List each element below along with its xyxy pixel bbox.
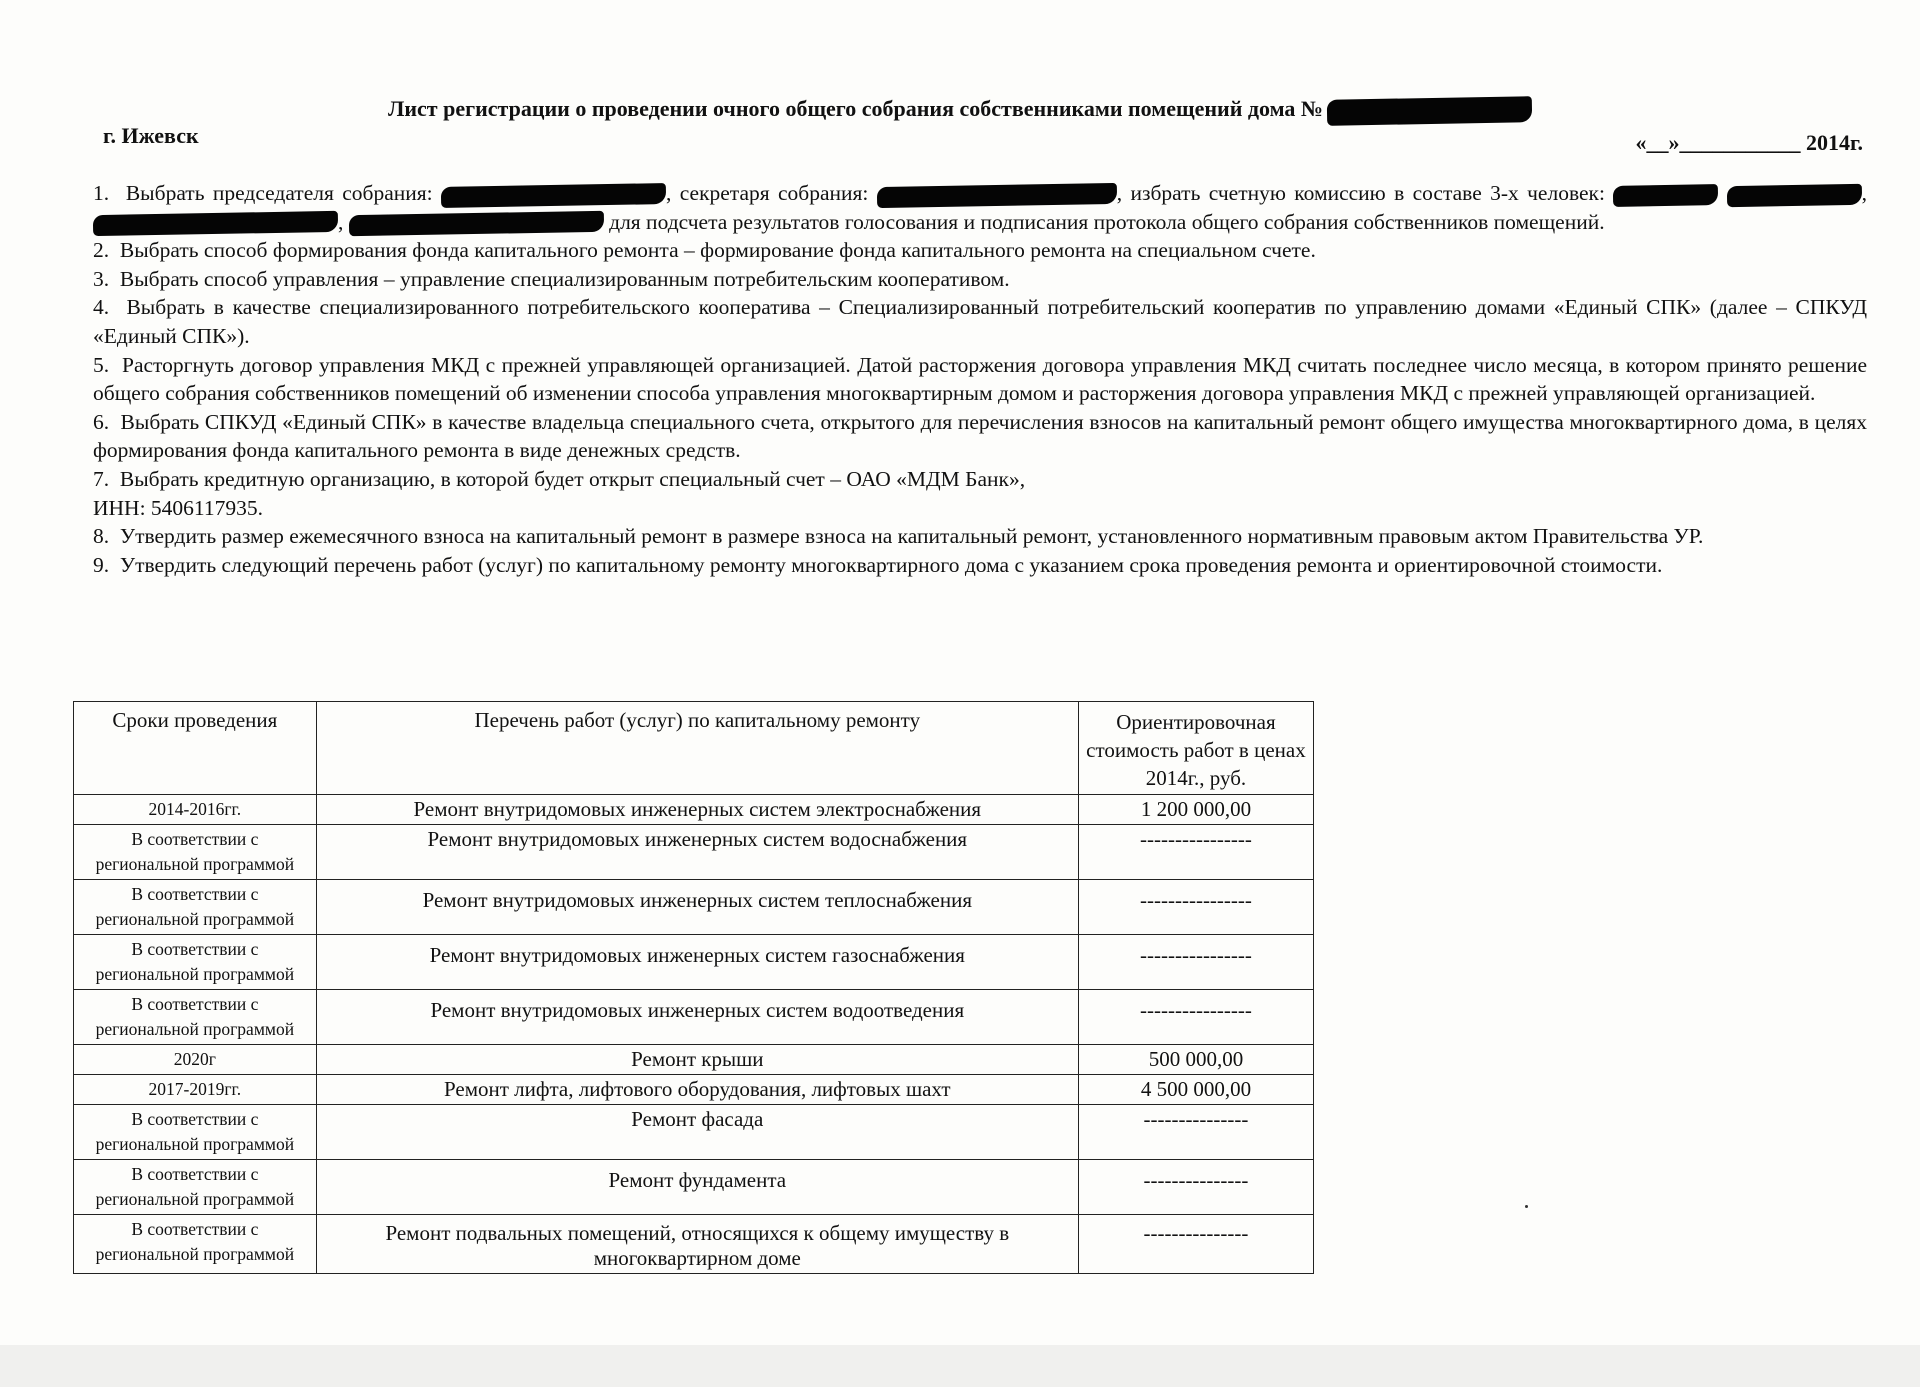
date-line: «__»___________ 2014г. — [1635, 130, 1863, 155]
row-work: Ремонт внутридомовых инженерных систем водоснабжения — [316, 825, 1078, 880]
row-cost: --------------- — [1078, 1215, 1313, 1274]
item-number: 9. — [93, 552, 110, 577]
row-cost: ---------------- — [1078, 935, 1313, 990]
scan-bottom-edge — [0, 1345, 1920, 1387]
item-text: Выбрать способ управления – управление специализированным потребительским кооперативом. — [119, 266, 1010, 291]
row-work: Ремонт внутридомовых инженерных систем теплоснабжения — [316, 880, 1078, 935]
row-work: Ремонт подвальных помещений, относящихся к общему имуществу в многоквартирном доме — [316, 1215, 1078, 1274]
item-number: 4. — [93, 295, 110, 320]
item-number: 3. — [93, 266, 110, 291]
row-work: Ремонт внутридомовых инженерных систем водоотведения — [316, 990, 1078, 1045]
item-text: Выбрать СПКУД «Единый СПК» в качестве владельца специального счета, открытого для перечисления взносов на капитальный ремонт общего имущества многоквартирного дома, в целях формирования фонда капитального ремонта в виде денежных средств. — [93, 409, 1867, 463]
row-term: 2014-2016гг. — [74, 795, 317, 825]
table-row — [74, 1160, 1314, 1215]
row-work: Ремонт фасада — [316, 1105, 1078, 1160]
agenda-item-9 — [93, 551, 1867, 580]
item-text: Выбрать в качестве специализированного потребительского кооператива – Специализированный потребительский кооператив по управлению домами «Единый СПК» (далее – СПКУД «Единый СПК»). — [93, 295, 1867, 348]
item-text: Выбрать способ формирования фонда капитального ремонта – формирование фонда капитального ремонта на специальном счете. — [119, 238, 1316, 263]
table-header-row — [74, 702, 1314, 795]
redacted-commission-member-1-cont — [1726, 183, 1861, 206]
agenda-item-1 — [93, 179, 1867, 236]
item-text: , избрать счетную комиссию в составе 3-х человек: — [1116, 181, 1614, 205]
row-term: В соответствии с региональной программой — [74, 1160, 317, 1215]
table-row — [74, 1045, 1314, 1075]
item-text: Утвердить размер ежемесячного взноса на капитальный ремонт в размере взноса на капитальный ремонт, установленного нормативным правовым актом Правительства УР. — [119, 524, 1704, 549]
row-term: 2020г — [74, 1045, 317, 1075]
item-number: 2. — [93, 238, 110, 263]
row-cost: ---------------- — [1078, 880, 1313, 935]
table-row — [74, 1075, 1314, 1105]
table-row — [74, 825, 1314, 880]
item-text: Расторгнуть договор управления МКД с прежней управляющей организацией. Датой расторжения договора управления МКД считать последнее число месяца, в котором принято решение общего собрания собственников помещений об изменении способа управления многоквартирным домом и расторжения договора управления МКД с прежней управляющей организацией. — [93, 352, 1867, 406]
item-text: Утвердить следующий перечень работ (услуг) по капитальному ремонту многоквартирного дома с указанием срока проведения ремонта и ориентировочной стоимости. — [119, 552, 1663, 577]
table-row — [74, 1105, 1314, 1160]
row-cost: ---------------- — [1078, 990, 1313, 1045]
redacted-commission-member-3 — [349, 211, 604, 236]
city-label: г. Ижевск — [103, 123, 199, 148]
agenda-item-8 — [93, 522, 1867, 551]
item-text: Выбрать кредитную организацию, в которой будет открыт специальный счет – ОАО «МДМ Банк», — [119, 466, 1026, 491]
item-number: 8. — [93, 524, 110, 549]
row-cost: 500 000,00 — [1078, 1045, 1313, 1075]
item-text: Выбрать председателя собрания: — [125, 181, 441, 205]
agenda-item-2 — [93, 236, 1867, 265]
agenda-item-3 — [93, 265, 1867, 294]
row-term: В соответствии с региональной программой — [74, 935, 317, 990]
agenda-item-7 — [93, 465, 1867, 522]
header-cost: Ориентировочная стоимость работ в ценах 2014г., руб. — [1078, 702, 1313, 795]
scan-speck — [1525, 1205, 1528, 1208]
item-number: 6. — [93, 409, 110, 434]
table-row — [74, 1215, 1314, 1274]
row-work: Ремонт внутридомовых инженерных систем газоснабжения — [316, 935, 1078, 990]
agenda-item-6 — [93, 408, 1867, 465]
item-number: 7. — [93, 466, 110, 491]
table-row — [74, 935, 1314, 990]
row-work: Ремонт крыши — [316, 1045, 1078, 1075]
table-row — [74, 990, 1314, 1045]
redacted-house-number — [1327, 96, 1532, 126]
row-work: Ремонт внутридомовых инженерных систем электроснабжения — [316, 795, 1078, 825]
item-text: для подсчета результатов голосования и подписания протокола общего собрания собственников помещений. — [603, 209, 1605, 234]
row-cost: --------------- — [1078, 1105, 1313, 1160]
document-title — [0, 96, 1920, 124]
header-work: Перечень работ (услуг) по капитальному ремонту — [316, 702, 1078, 795]
row-term: В соответствии с региональной программой — [74, 1215, 317, 1274]
row-term: В соответствии с региональной программой — [74, 825, 317, 880]
item-number: 5. — [93, 352, 110, 377]
row-work: Ремонт лифта, лифтового оборудования, лифтовых шахт — [316, 1075, 1078, 1105]
agenda-item-5 — [93, 351, 1867, 408]
repair-works-table — [73, 701, 1314, 1274]
row-term: В соответствии с региональной программой — [74, 990, 317, 1045]
row-work: Ремонт фундамента — [316, 1160, 1078, 1215]
bank-inn: ИНН: 5406117935. — [93, 495, 264, 520]
item-number: 1. — [93, 181, 110, 205]
row-cost: 1 200 000,00 — [1078, 795, 1313, 825]
table-row — [74, 880, 1314, 935]
redacted-chairman-name — [441, 183, 666, 208]
row-cost: 4 500 000,00 — [1078, 1075, 1313, 1105]
redacted-commission-member-2 — [93, 211, 338, 236]
item-text: , — [1861, 181, 1868, 205]
header-term: Сроки проведения — [74, 702, 317, 795]
row-cost: ---------------- — [1078, 825, 1313, 880]
row-term: В соответствии с региональной программой — [74, 880, 317, 935]
item-text: , секретаря собрания: — [665, 181, 877, 205]
redacted-commission-member-1 — [1613, 184, 1718, 207]
redacted-secretary-name — [877, 182, 1117, 207]
document-title-text: Лист регистрации о проведении очного общего собрания собственниками помещений дома № — [387, 96, 1324, 121]
row-term: В соответствии с региональной программой — [74, 1105, 317, 1160]
row-term: 2017-2019гг. — [74, 1075, 317, 1105]
item-text: , — [338, 209, 349, 234]
row-cost: --------------- — [1078, 1160, 1313, 1215]
table-row — [74, 795, 1314, 825]
agenda-items — [93, 179, 1867, 579]
agenda-item-4 — [93, 293, 1867, 350]
